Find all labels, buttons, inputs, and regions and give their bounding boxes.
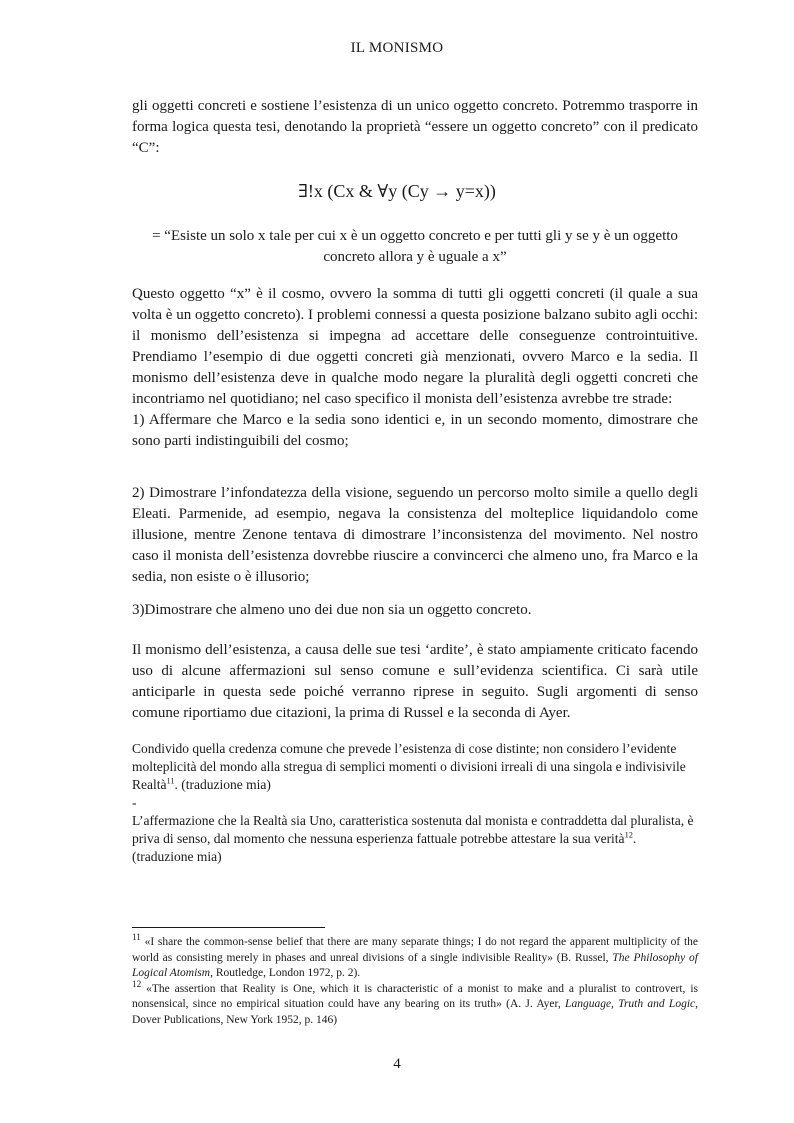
page-number: 4	[393, 1056, 401, 1072]
quote-russel	[132, 740, 698, 794]
formula-gloss: = “Esiste un solo x tale per cui x è un oggetto concreto e per tutti gli y se y è un oggetto concreto allora y è uguale a x”	[152, 228, 678, 265]
footnote-text: «The assertion that Reality is One, which it is characteristic of a monist to make and a pluralist to controvert, is nonsensical, since no empirical situation could have any bearing on its truth» (A. J. Ayer,	[132, 982, 698, 1010]
list-item-2: 2) Dimostrare l’infondatezza della visione, seguendo un percorso molto simile a quello degli Eleati. Parmenide, ad esempio, negava la consistenza del molteplice liquidandolo come illusione, mentre Zenone tentava di dimostrare l’inconsistenza del movimento. Nel nostro caso il monista dell’esistenza dovrebbe riuscire a convincerci che almeno uno, fra Marco e la sedia, non esiste o è illusorio;	[132, 485, 698, 585]
footnote-divider	[132, 927, 325, 928]
footnote-text: «I share the common-sense belief that there are many separate things; I do not regard the apparent multiplicity of the world as consisting merely in phases and unreal divisions of a single indivisible Reality» (B. Russel,	[132, 936, 698, 964]
paragraph-intro: gli oggetti concreti e sostiene l’esistenza di un unico oggetto concreto. Potremmo trasporre in forma logica questa tesi, denotando la proprietà “essere un oggetto concreto” con il predicato “C”:	[132, 98, 698, 156]
footnote-11	[132, 932, 698, 982]
quote-ayer-text: L’affermazione che la Realtà sia Uno, caratteristica sostenuta dal monista e contraddetta dal pluralista, è priva di senso, dal momento che nessuna esperienza fattuale potrebbe attestare la sua verità	[132, 813, 694, 846]
paragraph-cosmos-text: Questo oggetto “x” è il cosmo, ovvero la somma di tutti gli oggetti concreti (il quale a sua volta è un oggetto concreto). I problemi connessi a questa posizione balzano subito agli occhi: il monismo dell’esistenza si impegna ad accettare delle conseguenze controintuitive. Prendiamo l’esempio di due oggetti concreti già menzionati, ovvero Marco e la sedia. Il monismo dell’esistenza deve in qualche modo negare la pluralità degli oggetti concreti che incontriamo nel quotidiano; nel caso specifico il monista dell’esistenza avrebbe tre strade:	[132, 286, 698, 407]
footnote-12	[132, 978, 698, 1029]
quote-russel-text: Condivido quella credenza comune che prevede l’esistenza di cose distinte; non considero l’evidente molteplicità del mondo alla stregua di semplici momenti o divisioni irreali di una singola e indivisivile Realtà	[132, 741, 686, 792]
list-item-3: 3)Dimostrare che almeno uno dei due non sia un oggetto concreto.	[132, 602, 532, 618]
quote-ayer-suffix: . (traduzione mia)	[132, 831, 637, 864]
paragraph-criticism: Il monismo dell’esistenza, a causa delle sue tesi ‘ardite’, è stato ampiamente criticato facendo uso di alcune affermazioni sul senso comune e sull’evidenza scientifica. Ci sarà utile anticiparle in questa sede poiché verranno riprese in seguito. Sugli argomenti di senso comune riportiamo due citazioni, la prima di Russel e la seconda di Ayer.	[132, 642, 698, 721]
quote-ayer	[132, 812, 698, 866]
quote-russel-suffix: . (traduzione mia)	[174, 777, 271, 792]
list-item-1: 1) Affermare che Marco e la sedia sono identici e, in un secondo momento, dimostrare che sono parti indistinguibili del cosmo;	[132, 412, 698, 449]
running-header: IL MONISMO	[350, 40, 444, 56]
footnote-book-title: Language, Truth and Logic	[565, 998, 696, 1010]
logical-formula: ∃!x (Cx & ∀y (Cy → y=x))	[298, 181, 496, 201]
footnote-citation: , Routledge, London 1972, p. 2).	[210, 967, 361, 979]
footnote-citation: , Dover Publications, New York 1952, p. 146)	[132, 998, 698, 1026]
footnote-book-title: The Philosophy of Logical Atomism	[132, 951, 698, 979]
quote-separator: -	[132, 795, 137, 810]
footnote-number: 12	[132, 978, 142, 989]
footnote-number: 11	[132, 932, 141, 943]
footnote-ref-11[interactable]: 11	[166, 776, 175, 786]
footnotes-section	[132, 932, 698, 1028]
footnote-ref-12[interactable]: 12	[624, 830, 633, 840]
paragraph-cosmos	[132, 284, 698, 452]
